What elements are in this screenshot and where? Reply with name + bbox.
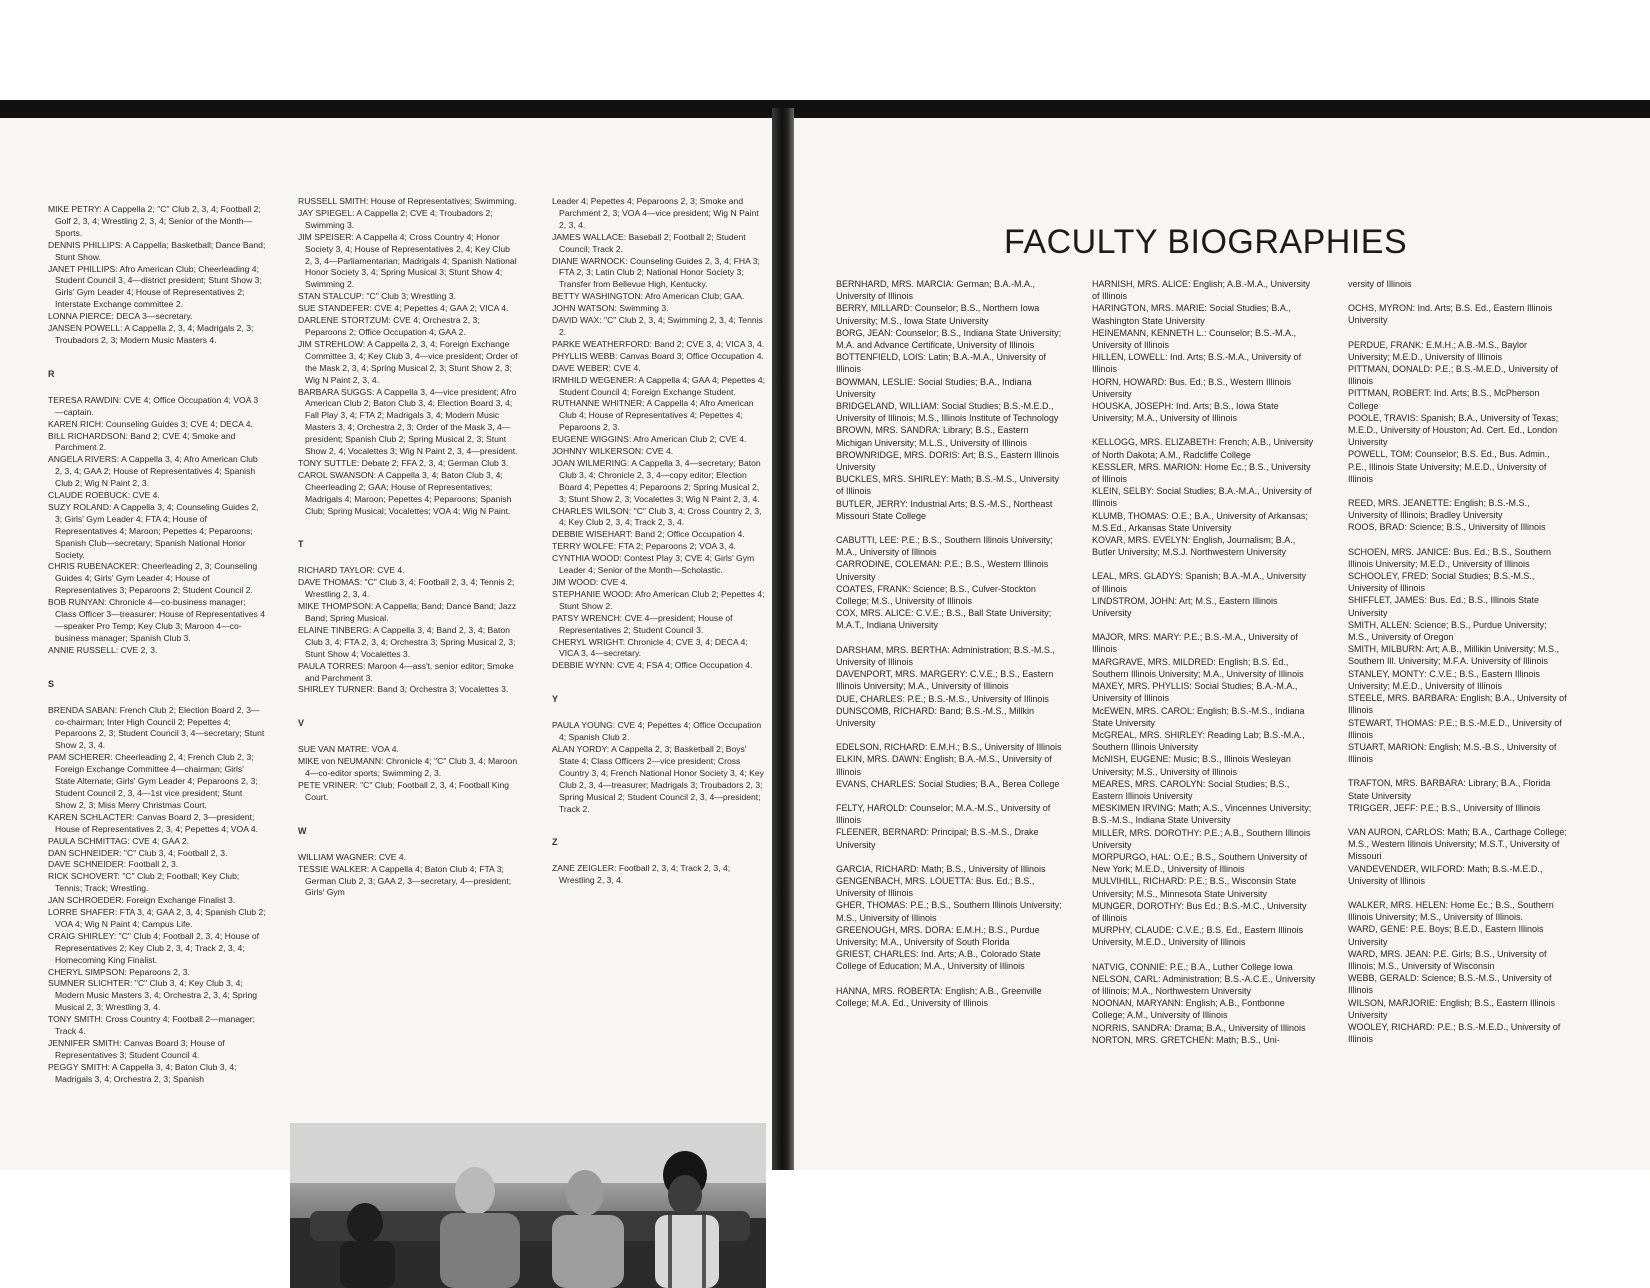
biography-entry: MILLER, MRS. DOROTHY: P.E.; A.B., Southern Illinois University <box>1092 827 1311 850</box>
biography-entry: BROWNRIDGE, MRS. DORIS: Art; B.S., Eastern Illinois University <box>836 449 1060 473</box>
biography-entry: HORN, HOWARD: Bus. Ed.; B.S., Western Illinois University <box>1092 376 1292 399</box>
biography-entry: McNISH, EUGENE: Music; B.S., Illinois Wesleyan University; M.S., University of Illinois <box>1092 754 1291 777</box>
biography-entry: NORTON, MRS. GRETCHEN: Math; B.S., Uni- <box>1092 1034 1280 1045</box>
biography-entry: CHERYL SIMPSON: Peparoons 2, 3. <box>48 966 190 977</box>
biography-entry: EVANS, CHARLES: Social Studies; B.A., Berea College <box>836 778 1060 789</box>
biography-entry: ANNIE RUSSELL: CVE 2, 3. <box>48 644 158 655</box>
biography-entry: BETTY WASHINGTON: Afro American Club; GAA. <box>552 291 745 302</box>
biography-entry: JENNIFER SMITH: Canvas Board 3; House of Representatives 3; Student Council 4. <box>48 1038 225 1060</box>
biography-entry: DAVE THOMAS: "C" Club 3, 4; Football 2, 3, 4; Tennis 2; Wrestling 2, 3, 4. <box>298 577 515 600</box>
entry-gap <box>1348 327 1570 339</box>
biography-entry: HARINGTON, MRS. MARIE: Social Studies; B.A., Washington State University <box>1092 303 1291 326</box>
biography-entry: SHIRLEY TURNER: Band 3; Orchestra 3; Vocalettes 3. <box>298 684 509 695</box>
biography-entry: PAULA SCHMITTAG: CVE 4; GAA 2. <box>48 835 190 846</box>
biography-entry: BRENDA SABAN: French Club 2; Election Board 2, 3—co-chairman; Inter High Council 2; Pepettes 4; Peparoons 2, 3; Student Council 3, 4—secretary; Stunt Show 2, 3, 4. <box>48 704 265 751</box>
biography-entry: DAN SCHNEIDER: "C" Club 3, 4; Football 2, 3. <box>48 847 228 858</box>
biography-entry: KLUMB, THOMAS: O.E.; B.A., University of Arkansas; M.S.Ed., Arkansas State University <box>1092 510 1308 533</box>
right-column-1 <box>836 278 1062 1009</box>
biography-entry: DAVE WEBER: CVE 4. <box>552 362 641 373</box>
entry-gap <box>1092 619 1316 631</box>
biography-entry: DEBBIE WYNN: CVE 4; FSA 4; Office Occupation 4. <box>552 660 753 671</box>
biography-entry: HEINEMANN, KENNETH L.: Counselor; B.S.-M.A., University of Illinois <box>1092 327 1297 351</box>
biography-entry: WALKER, MRS. HELEN: Home Ec.; B.S., Southern Illinois University; M.S., University of Illinois. <box>1348 899 1554 923</box>
biography-entry: PHYLLIS WEBB: Canvas Board 3; Office Occupation 4. <box>552 350 764 361</box>
biography-entry: PAULA YOUNG: CVE 4; Pepettes 4; Office Occupation 4; Spanish Club 2. <box>552 720 762 743</box>
biography-entry: PAULA TORRES: Maroon 4—ass't. senior editor; Smoke and Parchment 3. <box>298 660 514 683</box>
entry-gap <box>836 522 1062 534</box>
section-letter-y: Y <box>552 694 559 705</box>
biography-entry: BOTTENFIELD, LOIS: Latin; B.A.-M.A., University of Illinois <box>836 352 1047 375</box>
biography-entry: NELSON, CARL: Administration; B.S.-A.C.E., University of Illinois; M.A., Northwestern University <box>1092 973 1316 996</box>
left-column-2 <box>298 196 518 899</box>
biography-entry: PETE VRINER: "C" Club; Football 2, 3, 4; Football King Court. <box>298 779 510 802</box>
biography-entry: RICHARD TAYLOR: CVE 4. <box>298 565 405 576</box>
entry-gap <box>836 973 1062 985</box>
biography-entry: STEWART, THOMAS: P.E.; B.S.-M.E.D., University of Illinois <box>1348 717 1562 740</box>
biography-entry: BILL RICHARDSON: Band 2; CVE 4; Smoke and Parchment 2. <box>48 430 236 453</box>
biography-entry: MARGRAVE, MRS. MILDRED: English; B.S. Ed., Southern Illinois University; M.A., University of Illinois <box>1092 656 1304 679</box>
biography-entry: PITTMAN, ROBERT: Ind. Arts; B.S., McPherson College <box>1348 388 1540 411</box>
biography-entry: TRAFTON, MRS. BARBARA: Library; B.A., Florida State University <box>1348 778 1551 801</box>
biography-entry: DIANE WARNOCK: Counseling Guides 2, 3, 4; FHA 3; FTA 2, 3; Latin Club 2; National Honor Society 3; Transfer from Bellevue High, Kentucky. <box>552 255 760 290</box>
biography-entry: JAY SPIEGEL: A Cappella 2; CVE 4; Troubadors 2; Swimming 3. <box>298 207 493 230</box>
page-gutter <box>772 108 794 1170</box>
biography-entry: COATES, FRANK: Science; B.S., Culver-Stockton College; M.S., University of Illinois <box>836 583 1036 607</box>
section-letter-t: T <box>298 539 304 550</box>
entry-gap <box>1348 534 1570 546</box>
biography-entry: BOWMAN, LESLIE: Social Studies; B.A., Indiana University <box>836 376 1032 399</box>
entry-gap <box>1348 887 1570 899</box>
biography-entry: RUTHANNE WHITNER: A Cappella 4; Afro American Club 4; House of Representatives 4; Pepettes 4; Peparoons 2, 3. <box>552 398 754 433</box>
biography-entry: MAJOR, MRS. MARY: P.E.; B.S.-M.A., University of Illinois <box>1092 632 1298 655</box>
biography-entry: TONY SMITH: Cross Country 4; Football 2—manager; Track 4. <box>48 1014 255 1037</box>
page-title: FACULTY BIOGRAPHIES <box>1004 223 1408 261</box>
biography-entry: CAROL SWANSON: A Cappella 3, 4; Baton Club 3, 4; Cheerleading 2; GAA; House of Representatives; Madrigals 4; Maroon; Pepettes 4; Peparoons; Spanish Club; Spring Musical; Vocalettes; VOA 4; Wig N Paint. <box>298 469 512 516</box>
biography-entry: MIKE von NEUMANN: Chronicle 4; "C" Club 3, 4; Maroon 4—co-editor sports; Swimming 2, 3. <box>298 756 518 779</box>
biography-entry: STANLEY, MONTY: C.V.E.; B.S., Eastern Illinois University; M.E.D., University of Illinois <box>1348 668 1540 691</box>
biography-entry: CRAIG SHIRLEY: "C" Club 4; Football 2, 3, 4; House of Representatives 2; Key Club 2, 3, 4; Track 2, 3, 4; Homecoming King Finalist. <box>48 930 260 965</box>
biography-entry: SCHOOLEY, FRED: Social Studies; B.S.-M.S., University of Illinois <box>1348 571 1535 594</box>
biography-entry: CHRIS RUBENACKER: Cheerleading 2, 3; Counseling Guides 4; Girls' Gym Leader 4; House of Representatives 3; Peparoons 2; Student Council 2. <box>48 561 258 596</box>
entry-gap <box>1348 814 1570 826</box>
biography-entry: FELTY, HAROLD: Counselor; M.A.-M.S., University of Illinois <box>836 802 1051 826</box>
biography-entry: ELKIN, MRS. DAWN: English; B.A.-M.S., University of Illinois <box>836 754 1052 777</box>
biography-entry: McEWEN, MRS. CAROL: English; B.S.-M.S., Indiana State University <box>1092 705 1305 728</box>
biography-entry: STEPHANIE WOOD: Afro American Club 2; Pepettes 4; Stunt Show 2. <box>552 588 765 611</box>
biography-entry: LONNA PIERCE: DECA 3—secretary. <box>48 311 193 322</box>
biography-entry: WILSON, MARJORIE: English; B.S., Eastern Illinois University <box>1348 997 1556 1020</box>
entry-gap <box>836 729 1062 741</box>
entry-gap <box>1348 290 1570 302</box>
biography-entry: KOVAR, MRS. EVELYN: English, Journalism; B.A., Butler University; M.S.J. Northwestern University <box>1092 535 1296 558</box>
biography-entry: POOLE, TRAVIS: Spanish; B.A., University of Texas; M.E.D., University of Houston; Ad. Cert. Ed., London University <box>1348 412 1559 448</box>
biography-entry: McGREAL, MRS. SHIRLEY: Reading Lab; B.S.-M.A., Southern Illinois University <box>1092 729 1305 753</box>
biography-entry: DAVE SCHNEIDER: Football 2, 3. <box>48 859 179 870</box>
biography-entry: BROWN, MRS. SANDRA: Library; B.S., Eastern Michigan University; M.L.S., University of Illinois <box>836 425 1029 448</box>
entry-gap <box>1092 949 1316 961</box>
biography-entry: WILLIAM WAGNER: CVE 4. <box>298 851 407 862</box>
entry-gap <box>836 632 1062 644</box>
biography-entry: CHARLES WILSON: "C" Club 3, 4; Cross Country 2, 3, 4; Key Club 2, 3, 4; Track 2, 3, 4. <box>552 505 762 528</box>
biography-entry: MEARES, MRS. CAROLYN: Social Studies; B.S., Eastern Illinois University <box>1092 778 1290 801</box>
biography-entry: MURPHY, CLAUDE: C.V.E.; B.S. Ed., Eastern Illinois University, M.E.D., University of Illinois <box>1092 925 1304 948</box>
biography-entry: STEELE, MRS. BARBARA: English; B.A., University of Illinois <box>1348 693 1567 716</box>
section-letter-w: W <box>298 825 307 836</box>
biography-entry: WEBB, GERALD: Science; B.S.-M.S., University of Illinois <box>1348 973 1552 996</box>
biography-entry: MULVIHILL, RICHARD: P.E.; B.S., Wisconsin State University; M.S., Minnesota State University <box>1092 876 1297 899</box>
biography-entry: ELAINE TINBERG: A Cappella 3, 4; Band 2, 3, 4; Baton Club 3, 4; FTA 2, 3, 4; Orchestra 3; Spring Musical 2, 3; Stunt Show 4; Vocalettes 3. <box>298 624 516 659</box>
biography-entry: KESSLER, MRS. MARION: Home Ec.; B.S., University of Illinois <box>1092 461 1311 485</box>
biography-entry: DEBBIE WISEHART: Band 2; Office Occupation 4. <box>552 529 745 540</box>
biography-entry: LEAL, MRS. GLADYS: Spanish; B.A.-M.A., University of Illinois <box>1092 571 1307 594</box>
entry-gap <box>1092 558 1316 570</box>
biography-entry: POWELL, TOM: Counselor; B.S. Ed., Bus. Admin., P.E., Illinois State University; M.E.D., University of Illinois <box>1348 449 1550 484</box>
biography-entry: NATVIG, CONNIE: P.E.; B.A., Luther College Iowa <box>1092 961 1293 972</box>
biography-entry: DUE, CHARLES: P.E.; B.S.-M.S., University of Illinois <box>836 693 1049 704</box>
biography-entry: DARSHAM, MRS. BERTHA: Administration; B.S.-M.S., University of Illinois <box>836 644 1055 667</box>
biography-entry: BUTLER, JERRY: Industrial Arts; B.S.-M.S., Northeast Missouri State College <box>836 498 1053 521</box>
biography-entry: JOHNNY WILKERSON: CVE 4. <box>552 446 674 457</box>
biography-entry: JANET PHILLIPS: Afro American Club; Cheerleading 4; Student Council 3, 4—district president; Stunt Show 3; Girls' Gym Leader 4; House of Representatives 2; Interstate Exchange committee 2. <box>48 263 262 310</box>
biography-entry: BERRY, MILLARD: Counselor; B.S., Northern Iowa University; M.S., Iowa State University <box>836 303 1040 326</box>
biography-entry: PERDUE, FRANK: E.M.H.; A.B.-M.S., Baylor University; M.E.D., University of Illinois <box>1348 339 1528 362</box>
biography-entry: JOAN WILMERING: A Cappella 3, 4—secretary; Baton Club 3, 4; Chronicle 2, 3, 4—copy editor; Election Board 4; Pepettes 4; Peparoons 2; Spring Musical 2, 3; Stunt Show 2, 3; Vocalettes 3; Wig N Paint 2, 3, 4. <box>552 457 761 504</box>
entry-gap <box>836 790 1062 802</box>
biography-entry: HANNA, MRS. ROBERTA: English; A.B., Greenville College; M.A. Ed., University of Illinois <box>836 985 1042 1008</box>
biography-entry: COX, MRS. ALICE: C.V.E.; B.S., Ball State University; M.A.T., Indiana University <box>836 608 1052 631</box>
biography-entry: DARLENE STORTZUM: CVE 4; Orchestra 2, 3; Peparoons 2; Office Occupation 4; GAA 2. <box>298 315 480 337</box>
biography-entry: CARRODINE, COLEMAN: P.E.; B.S., Western Illinois University <box>836 559 1049 582</box>
biography-entry: JIM WOOD: CVE 4. <box>552 577 628 587</box>
biography-entry: BOB RUNYAN: Chronicle 4—co-business manager; Class Officer 3—treasurer; House of Representatives 4—speaker Pro Temp; Key Club 3; Maroon 4—co-business manager; Spanish Club 3. <box>48 597 266 643</box>
biography-entry: BUCKLES, MRS. SHIRLEY: Math; B.S.-M.S., University of Illinois <box>836 474 1060 497</box>
students-photo <box>290 1123 766 1288</box>
biography-entry: SUE STANDEFER: CVE 4; Pepettes 4; GAA 2; VICA 4. <box>298 303 509 314</box>
biography-entry: MIKE PETRY: A Cappella 2; "C" Club 2, 3, 4; Football 2; Golf 2, 3, 4; Wrestling 2, 3, 4; Senior of the Month—Sports. <box>48 204 261 238</box>
biography-entry: TERRY WOLFE: FTA 2; Peparoons 2; VOA 3, 4. <box>552 541 736 552</box>
biography-entry: ANGELA RIVERS: A Cappella 3, 4; Afro American Club 2, 3, 4; GAA 2; House of Representatives 4; Spanish Club 2; Wig N Paint 2, 3. <box>48 454 258 489</box>
biography-entry: REED, MRS. JEANETTE: English; B.S.-M.S., University of Illinois; Bradley University <box>1348 498 1530 521</box>
biography-entry: MIKE THOMPSON: A Cappella; Band; Dance Band; Jazz Band; Spring Musical. <box>298 601 517 623</box>
left-column-1 <box>48 204 266 1086</box>
biography-entry: VAN AURON, CARLOS: Math; B.A., Carthage College; M.S., Western Illinois University; M.S.T., University of Missouri <box>1348 826 1567 862</box>
biography-entry: DENNIS PHILLIPS: A Cappella; Basketball; Dance Band; Stunt Show. <box>48 239 266 262</box>
biography-entry: KAREN RICH: Counseling Guides 3; CVE 4; DECA 4. <box>48 418 253 429</box>
biography-entry: MORPURGO, HAL: O.E.; B.S., Southern University of New York; M.E.D., University of Illinois <box>1092 851 1308 875</box>
biography-entry: GHER, THOMAS: P.E.; B.S., Southern Illinois University; M.S., University of Illinois <box>836 900 1062 923</box>
biography-entry: MUNGER, DOROTHY: Bus Ed.; B.S.-M.C., University of Illinois <box>1092 900 1307 923</box>
biography-entry: NOONAN, MARYANN: English; A.B., Fontbonne College; A.M., University of Illinois <box>1092 998 1285 1021</box>
biography-entry: EDELSON, RICHARD: E.M.H.; B.S., University of Illinois <box>836 742 1062 753</box>
biography-entry: NORRIS, SANDRA: Drama; B.A., University of Illinois <box>1092 1022 1306 1033</box>
biography-entry: ROOS, BRAD: Science; B.S., University of Illinois <box>1348 522 1546 533</box>
biography-entry: GARCIA, RICHARD: Math; B.S., University of Illinois <box>836 863 1046 874</box>
biography-entry: TERESA RAWDIN: CVE 4; Office Occupation 4; VOA 3—captain. <box>48 394 259 417</box>
biography-entry: BRIDGELAND, WILLIAM: Social Studies; B.S.-M.E.D., University of Illinois; M.S., Illinois Institute of Technology <box>836 401 1059 424</box>
biography-entry: JIM STREHLOW: A Cappella 2, 3, 4; Foreign Exchange Committee 3, 4; Key Club 3, 4—vice president; Order of the Mask 2, 3, 4; Spring Musical 2, 3; Stunt Show 2, 3; Wig N Paint 2, 3, 4. <box>298 338 518 385</box>
left-page <box>0 118 772 1170</box>
biography-entry: JAMES WALLACE: Baseball 2; Football 2; Student Council; Track 2. <box>552 231 746 254</box>
biography-entry: HARNISH, MRS. ALICE: English; A.B.-M.A., University of Illinois <box>1092 279 1311 302</box>
entry-gap <box>836 851 1062 863</box>
biography-entry: KELLOGG, MRS. ELIZABETH: French; A.B., University of North Dakota; A.M., Radcliffe College <box>1092 437 1314 460</box>
biography-entry: CYNTHIA WOOD: Contest Play 3; CVE 4; Girls' Gym Leader 4; Senior of the Month—Scholastic. <box>552 553 755 576</box>
biography-entry: KLEIN, SELBY: Social Studies; B.A.-M.A., University of Illinois <box>1092 486 1312 509</box>
biography-entry: CLAUDE ROEBUCK: CVE 4. <box>48 490 160 501</box>
entry-gap <box>1348 485 1570 497</box>
biography-entry: PATSY WRENCH: CVE 4—president; House of Representatives 2; Student Council 3. <box>552 612 733 635</box>
biography-entry: RUSSELL SMITH: House of Representatives; Swimming. <box>298 196 517 206</box>
biography-entry: HILLEN, LOWELL: Ind. Arts; B.S.-M.A., University of Illinois <box>1092 352 1302 375</box>
biography-entry: DAVENPORT, MRS. MARGERY: C.V.E.; B.S., Eastern Illinois University; M.A., University of Illinois <box>836 669 1054 692</box>
biography-entry: SCHOEN, MRS. JANICE: Bus. Ed.; B.S., Southern Illinois University; M.E.D., University of Illinois <box>1348 546 1552 569</box>
biography-entry: BERNHARD, MRS. MARCIA: German; B.A.-M.A., University of Illinois <box>836 279 1036 302</box>
entry-gap <box>1092 424 1316 436</box>
biography-entry: ALAN YORDY: A Cappella 2, 3; Basketball 2; Boys' State 4; Class Officers 2—vice president; Cross Country 3, 4; French National Honor Society 3, 4; Key Club 2, 3, 4—treasurer; Madrigals 3; Troubadors 2, 3; Spring Musical 2; Student Council 2, 3, 4—president; Track 2. <box>552 743 764 814</box>
biography-entry: PAM SCHERER: Cheerleading 2, 4; French Club 2, 3; Foreign Exchange Committee 4—chairman; Girls' State Alternate; Girls' Gym Leader 4; Peparoons 2, 3; Student Council 2, 3, 4—1st vice president; Stunt Show 2, 3; Miss Merry Christmas Court. <box>48 752 258 810</box>
biography-entry: BARBARA SUGGS: A Cappella 3, 4—vice president; Afro American Club 2; Baton Club 3, 4; Election Board 3, 4; Fall Play 3, 4; FTA 2; Madrigals 3, 4; Modern Music Masters 3, 4; Orchestra 2, 3; Order of the Mask 3, 4—president; Spanish Club 2; Spring Musical 2, 3; Stunt Show 2, 4; Vocalettes 3; Wig N Paint 2, 3, 4—president. <box>298 386 518 457</box>
biography-entry: STUART, MARION: English; M.S.-B.S., University of Illinois <box>1348 741 1557 765</box>
biography-entry: JANSEN POWELL: A Cappella 2, 3, 4; Madrigals 2, 3; Troubadors 2, 3; Modern Music Masters 4. <box>48 323 254 345</box>
biography-entry: GENGENBACH, MRS. LOUETTA: Bus. Ed.; B.S., University of Illinois <box>836 875 1035 899</box>
biography-entry: OCHS, MYRON: Ind. Arts; B.S. Ed., Eastern Illinois University <box>1348 303 1553 326</box>
biography-entry: MAXEY, MRS. PHYLLIS: Social Studies; B.A.-M.A., University of Illinois <box>1092 681 1298 704</box>
biography-entry: GRIEST, CHARLES: Ind. Arts; A.B., Colorado State College of Education; M.A., University of Illinois <box>836 949 1041 972</box>
biography-entry: DUNSCOMB, RICHARD: Band; B.S.-M.S., Millkin University <box>836 705 1035 728</box>
biography-entry: WARD, MRS. JEAN: P.E. Girls; B.S., University of Illinois; M.S., University of Wisconsin <box>1348 948 1547 971</box>
biography-entry: STAN STALCUP: "C" Club 3; Wrestling 3. <box>298 291 456 302</box>
biography-entry: KAREN SCHLACTER: Canvas Board 2, 3—president; House of Representatives 2, 3, 4; Pepettes 4; VOA 4. <box>48 811 259 834</box>
biography-entry: CHERYL WRIGHT: Chronicle 4; CVE 3, 4; DECA 4; VICA 3, 4—secretary. <box>552 636 748 659</box>
biography-entry: WARD, GENE: P.E. Boys; B.E.D., Eastern Illinois University <box>1348 924 1544 947</box>
section-letter-r: R <box>48 368 55 379</box>
biography-entry: JAN SCHROEDER: Foreign Exchange Finalist 3. <box>48 895 236 906</box>
biography-entry: SHIFFLET, JAMES: Bus. Ed.; B.S., Illinois State University <box>1348 595 1540 618</box>
entry-gap <box>1348 765 1570 777</box>
biography-entry: SUMNER SLICHTER: "C" Club 3, 4; Key Club 3, 4; Modern Music Masters 3, 4; Orchestra 2, 3, 4; Spring Musical 2, 3; Wrestling 3, 4. <box>48 978 258 1013</box>
biography-entry: DAVID WAX: "C" Club 2, 3, 4; Swimming 2, 3, 4; Tennis 2. <box>552 315 763 337</box>
biography-entry: PITTMAN, DONALD: P.E.; B.S.-M.E.D., University of Illinois <box>1348 364 1558 387</box>
left-column-3 <box>552 196 766 887</box>
biography-entry: PARKE WEATHERFORD: Band 2; CVE 3, 4; VICA 3, 4. <box>552 338 765 349</box>
biography-entry: SMITH, ALLEN: Science; B.S., Purdue University; M.S., University of Oregon <box>1348 619 1547 643</box>
biography-entry: HOUSKA, JOSEPH: Ind. Arts; B.S., Iowa State University; M.A., University of Illinois <box>1092 401 1279 424</box>
biography-entry: JOHN WATSON: Swimming 3. <box>552 303 669 314</box>
biography-entry: RICK SCHOVERT: "C" Club 2; Football; Key Club; Tennis; Track; Wrestling. <box>48 871 240 894</box>
biography-entry: WOOLEY, RICHARD: P.E.; B.S.-M.E.D., University of Illinois <box>1348 1021 1561 1045</box>
section-letter-z: Z <box>552 837 558 848</box>
biography-entry: SUZY ROLAND: A Cappella 3, 4; Counseling Guides 2, 3; Girls' Gym Leader 4; FTA 4; House of Representatives 4; Maroon; Pepettes 4; Peparoons; Spanish Club—secretary; Spanish National Honor Society. <box>48 501 259 560</box>
right-column-2 <box>1092 278 1316 1046</box>
biography-entry: MESKIMEN IRVING: Math; A.S., Vincennes University; B.S.-M.S., Indiana State University <box>1092 803 1312 826</box>
biography-entry: PEGGY SMITH: A Cappella 3, 4; Baton Club 3, 4; Madrigals 3, 4; Orchestra 2, 3; Spanish <box>48 1061 237 1084</box>
biography-entry: EUGENE WIGGINS: Afro American Club 2; CVE 4. <box>552 434 747 445</box>
biography-entry: ZANE ZEIGLER: Football 2, 3, 4; Track 2, 3, 4; Wrestling 2, 3, 4. <box>552 863 731 886</box>
biography-entry: Leader 4; Pepettes 4; Peparoons 2, 3; Smoke and Parchment 2, 3; VOA 4—vice president; Wig N Paint 2, 3, 4. <box>552 196 759 230</box>
biography-entry: LORRE SHAFER: FTA 3, 4; GAA 2, 3, 4; Spanish Club 2; VOA 4; Wig N Paint 4; Campus Life. <box>48 907 266 929</box>
biography-entry: SUE VAN MATRE: VOA 4. <box>298 744 399 755</box>
biography-entry: TESSIE WALKER: A Cappella 4; Baton Club 4; FTA 3; German Club 2, 3; GAA 2, 3—secretary, 4—president; Girls' Gym <box>298 863 512 898</box>
section-letter-v: V <box>298 718 305 729</box>
section-letter-s: S <box>48 678 55 689</box>
biography-entry: TONY SUTTLE: Debate 2; FFA 2, 3, 4; German Club 3. <box>298 457 509 468</box>
biography-entry: FLEENER, BERNARD: Principal; B.S.-M.S., Drake University <box>836 827 1039 850</box>
right-column-3 <box>1348 278 1570 1045</box>
biography-entry: GREENOUGH, MRS. DORA: E.M.H.; B.S., Purdue University; M.A., University of South Florida <box>836 924 1040 947</box>
biography-entry: SMITH, MILBURN: Art; A.B., Millikin University; M.S., Southern Ill. University; M.F.A. University of Illinois <box>1348 644 1560 667</box>
biography-entry: LINDSTROM, JOHN: Art; M.S., Eastern Illinois University <box>1092 595 1278 619</box>
biography-entry: BORG, JEAN: Counselor; B.S., Indiana State University; M.A. and Advance Certificate, University of Illinois <box>836 327 1062 351</box>
biography-entry: JIM SPEISER: A Cappella 4; Cross Country 4; Honor Society 3, 4; House of Representatives 2, 4; Key Club 2, 3, 4—Parliamentarian; Madrigals 4; Spanish National Honor Society 3, 4; Spring Musical 3; Stunt Show 4; Swimming 2. <box>298 231 517 290</box>
right-page <box>794 118 1650 1170</box>
biography-entry: IRMHILD WEGENER: A Cappella 4; GAA 4; Pepettes 4; Student Council 4; Foreign Exchange Student. <box>552 374 766 397</box>
biography-entry: versity of Illinois <box>1348 279 1412 289</box>
biography-entry: CABUTTI, LEE: P.E.; B.S., Southern Illinois University; M.A., University of Illinois <box>836 535 1053 558</box>
biography-entry: TRIGGER, JEFF: P.E.; B.S., University of Illinois <box>1348 802 1541 813</box>
top-binding-shadow <box>0 100 1650 118</box>
biography-entry: VANDEVENDER, WILFORD: Math; B.S.-M.E.D., University of Illinois <box>1348 863 1543 886</box>
